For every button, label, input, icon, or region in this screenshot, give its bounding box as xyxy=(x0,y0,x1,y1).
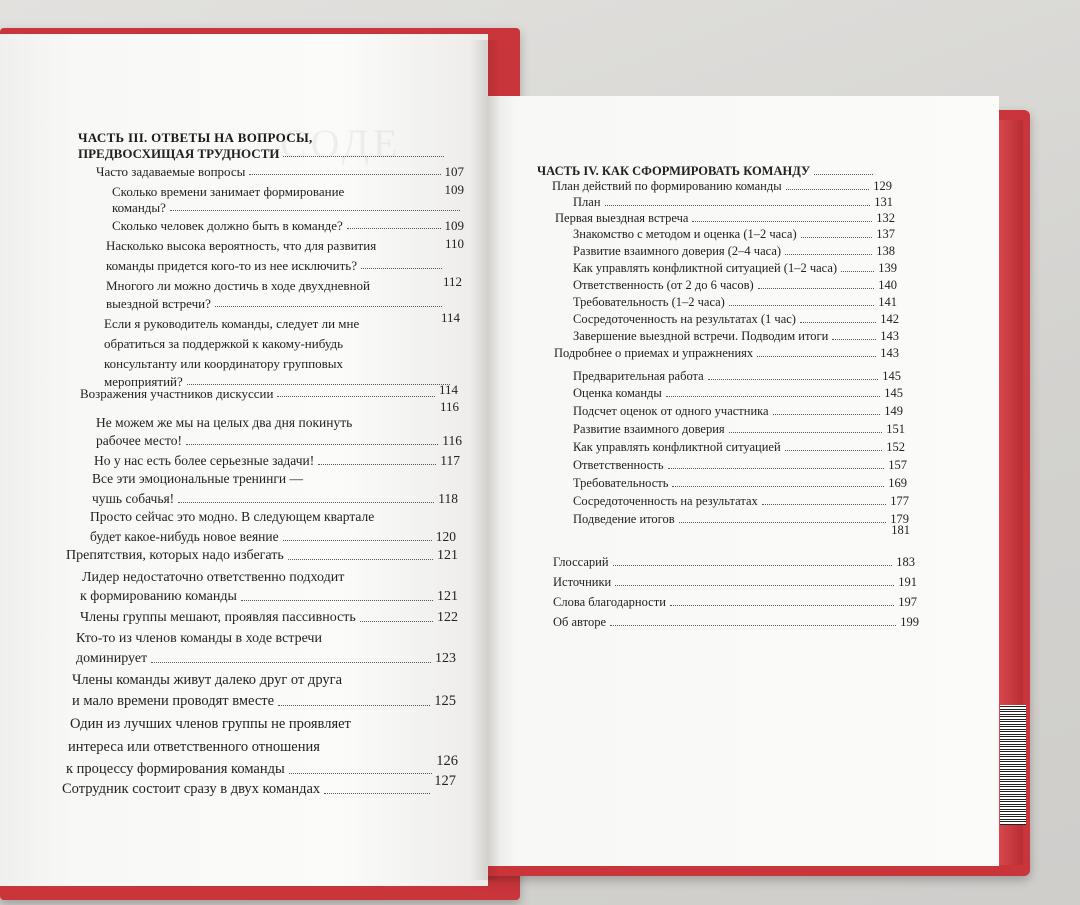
toc-entry: команды? xyxy=(112,201,464,214)
toc-entry: Об авторе 199 xyxy=(553,615,919,629)
toc-entry: Первая выездная встреча 132 xyxy=(555,211,895,225)
toc-entry-line: Не можем же мы на целых два дня покинуть xyxy=(96,415,353,430)
toc-entry: Сосредоточенность на результатах (1 час) 142 xyxy=(573,312,899,326)
toc-entry: будет какое-нибудь новое веяние 120 xyxy=(90,529,456,544)
toc-entry: Сосредоточенность на результатах 177 xyxy=(573,494,909,508)
part3-heading-line2: ПРЕДВОСХИЩАЯ ТРУДНОСТИ xyxy=(78,147,448,160)
toc-entry: мероприятий? xyxy=(104,375,454,388)
toc-entry: Возражения участников дискуссии 114 xyxy=(80,382,458,401)
toc-page-number: 112 xyxy=(442,274,462,289)
toc-entry: Источники 191 xyxy=(553,575,917,589)
toc-entry-line: обратиться за поддержкой к какому-нибудь xyxy=(104,336,344,351)
toc-page-number: 181 xyxy=(891,523,910,537)
toc-entry: Как управлять конфликтной ситуацией (1–2 часа) 139 xyxy=(573,261,897,275)
toc-entry: Ответственность 157 xyxy=(573,458,907,472)
toc-entry: Знакомство с методом и оценка (1–2 часа) 137 xyxy=(573,227,895,241)
toc-entry-line: Просто сейчас это модно. В следующем квартале xyxy=(90,509,375,524)
toc-entry-line: Насколько высока вероятность, что для развития xyxy=(106,238,377,253)
toc-entry-line: интереса или ответственного отношения xyxy=(68,739,320,755)
toc-entry: команды придется кого-то из нее исключить? xyxy=(106,259,446,272)
toc-entry: Члены группы мешают, проявляя пассивность 122 xyxy=(80,610,458,625)
part3-heading-line1: ЧАСТЬ III. ОТВЕТЫ НА ВОПРОСЫ, xyxy=(78,130,313,145)
toc-entry: Слова благодарности 197 xyxy=(553,595,917,609)
toc-entry: Подробнее о приемах и упражнениях 143 xyxy=(554,346,899,360)
toc-entry: рабочее место! 116 xyxy=(96,433,462,448)
toc-entry: Сколько человек должно быть в команде? 109 xyxy=(112,218,464,233)
toc-entry-line: Члены команды живут далеко друг от друга xyxy=(72,672,343,688)
toc-entry: Требовательность (1–2 часа) 141 xyxy=(573,295,897,309)
toc-entry-line: Лидер недостаточно ответственно подходит xyxy=(82,570,345,585)
toc-entry-line: Если я руководитель команды, следует ли мне xyxy=(104,316,360,331)
toc-entry: Часто задаваемые вопросы 107 xyxy=(96,164,464,179)
toc-entry: Ответственность (от 2 до 6 часов) 140 xyxy=(573,278,897,292)
toc-entry-line: Сколько времени занимает формирование xyxy=(112,184,345,199)
toc-entry: доминирует 123 xyxy=(76,651,456,666)
toc-entry: Сотрудник состоит сразу в двух командах 127 xyxy=(62,773,456,797)
toc-entry-line: консультанту или координатору групповых xyxy=(104,356,344,371)
toc-entry: Глоссарий 183 xyxy=(553,555,915,569)
toc-entry-line: Все эти эмоциональные тренинги — xyxy=(92,471,303,486)
toc-entry: и мало времени проводят вместе 125 xyxy=(72,693,456,709)
toc-entry: Предварительная работа 145 xyxy=(573,369,901,383)
toc-entry: План действий по формированию команды 129 xyxy=(552,179,892,193)
toc-entry: Но у нас есть более серьезные задачи! 117 xyxy=(94,453,460,468)
toc-page-number: 110 xyxy=(444,236,464,251)
toc-entry: Развитие взаимного доверия 151 xyxy=(573,422,905,436)
part4-heading: ЧАСТЬ IV. КАК СФОРМИРОВАТЬ КОМАНДУ xyxy=(537,165,877,178)
toc-entry: Оценка команды 145 xyxy=(573,386,903,400)
toc-entry: План 131 xyxy=(573,195,893,209)
toc-page-number: 116 xyxy=(440,399,460,414)
toc-page-number: 114 xyxy=(440,310,460,325)
toc-entry: Требовательность 169 xyxy=(573,476,907,490)
toc-entry: Подведение итогов 179 xyxy=(573,512,909,526)
toc-entry: к формированию команды 121 xyxy=(80,589,458,604)
toc-entry: Завершение выездной встречи. Подводим итоги 143 xyxy=(573,329,899,343)
toc-entry: Подсчет оценок от одного участника 149 xyxy=(573,404,903,418)
toc-page-number: 109 xyxy=(444,182,464,197)
toc-entry: чушь собачья! 118 xyxy=(92,491,458,506)
toc-entry: к процессу формирования команды 126 xyxy=(66,753,458,777)
toc-entry-line: Один из лучших членов группы не проявляет xyxy=(70,716,351,732)
toc-entry: Как управлять конфликтной ситуацией 152 xyxy=(573,440,905,454)
toc-entry: Препятствия, которых надо избегать 121 xyxy=(66,548,458,563)
toc-entry-line: Многого ли можно достичь в ходе двухдневной xyxy=(106,278,370,293)
toc-entry-line: Кто-то из членов команды в ходе встречи xyxy=(76,631,322,646)
toc-entry: выездной встречи? xyxy=(106,297,446,310)
show-through-text: СОДЕ xyxy=(280,121,402,166)
toc-entry: Развитие взаимного доверия (2–4 часа) 138 xyxy=(573,244,895,258)
